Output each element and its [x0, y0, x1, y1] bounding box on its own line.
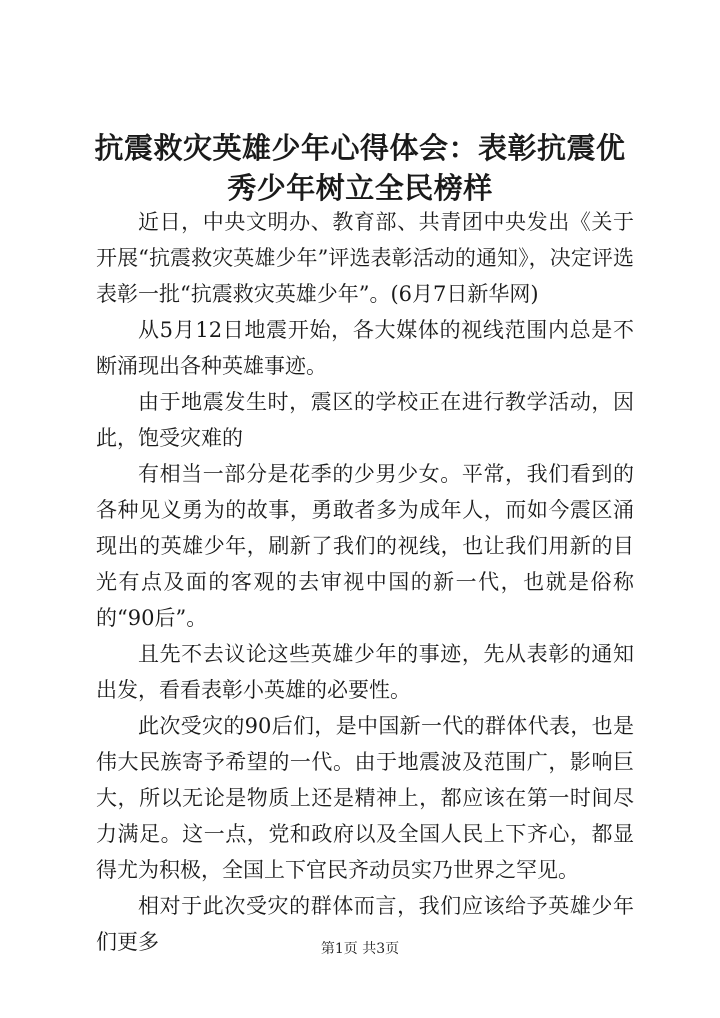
document-title: 抗震救灾英雄少年心得体会：表彰抗震优秀少年树立全民榜样	[94, 131, 626, 205]
document-body	[96, 204, 634, 960]
paragraph: 且先不去议论这些英雄少年的事迹，先从表彰的通知出发，看看表彰小英雄的必要性。	[96, 642, 634, 702]
page-footer: 第1页 共3页	[320, 941, 400, 957]
paragraph: 相对于此次受灾的群体而言，我们应该给予英雄少年们更多	[96, 894, 634, 954]
paragraph: 有相当一部分是花季的少男少女。平常，我们看到的各种见义勇为的故事，勇敢者多为成年人，而如今震区涌现出的英雄少年，刷新了我们的视线，也让我们用新的目光有点及面的客观的去审视中国的新一代，也就是俗称的“90后”。	[96, 462, 634, 630]
paragraph: 此次受灾的90后们，是中国新一代的群体代表，也是伟大民族寄予希望的一代。由于地震波及范围广，影响巨大，所以无论是物质上还是精神上，都应该在第一时间尽力满足。这一点，党和政府以及全国人民上下齐心，都显得尤为积极，全国上下官民齐动员实乃世界之罕见。	[96, 714, 634, 882]
paragraph: 近日，中央文明办、教育部、共青团中央发出《关于开展“抗震救灾英雄少年”评选表彰活动的通知》，决定评选表彰一批“抗震救灾英雄少年”。(6月7日新华网)	[96, 210, 634, 306]
paragraph: 从5月12日地震开始，各大媒体的视线范围内总是不断涌现出各种英雄事迹。	[96, 318, 634, 378]
paragraph: 由于地震发生时，震区的学校正在进行教学活动，因此，饱受灾难的	[96, 390, 634, 450]
